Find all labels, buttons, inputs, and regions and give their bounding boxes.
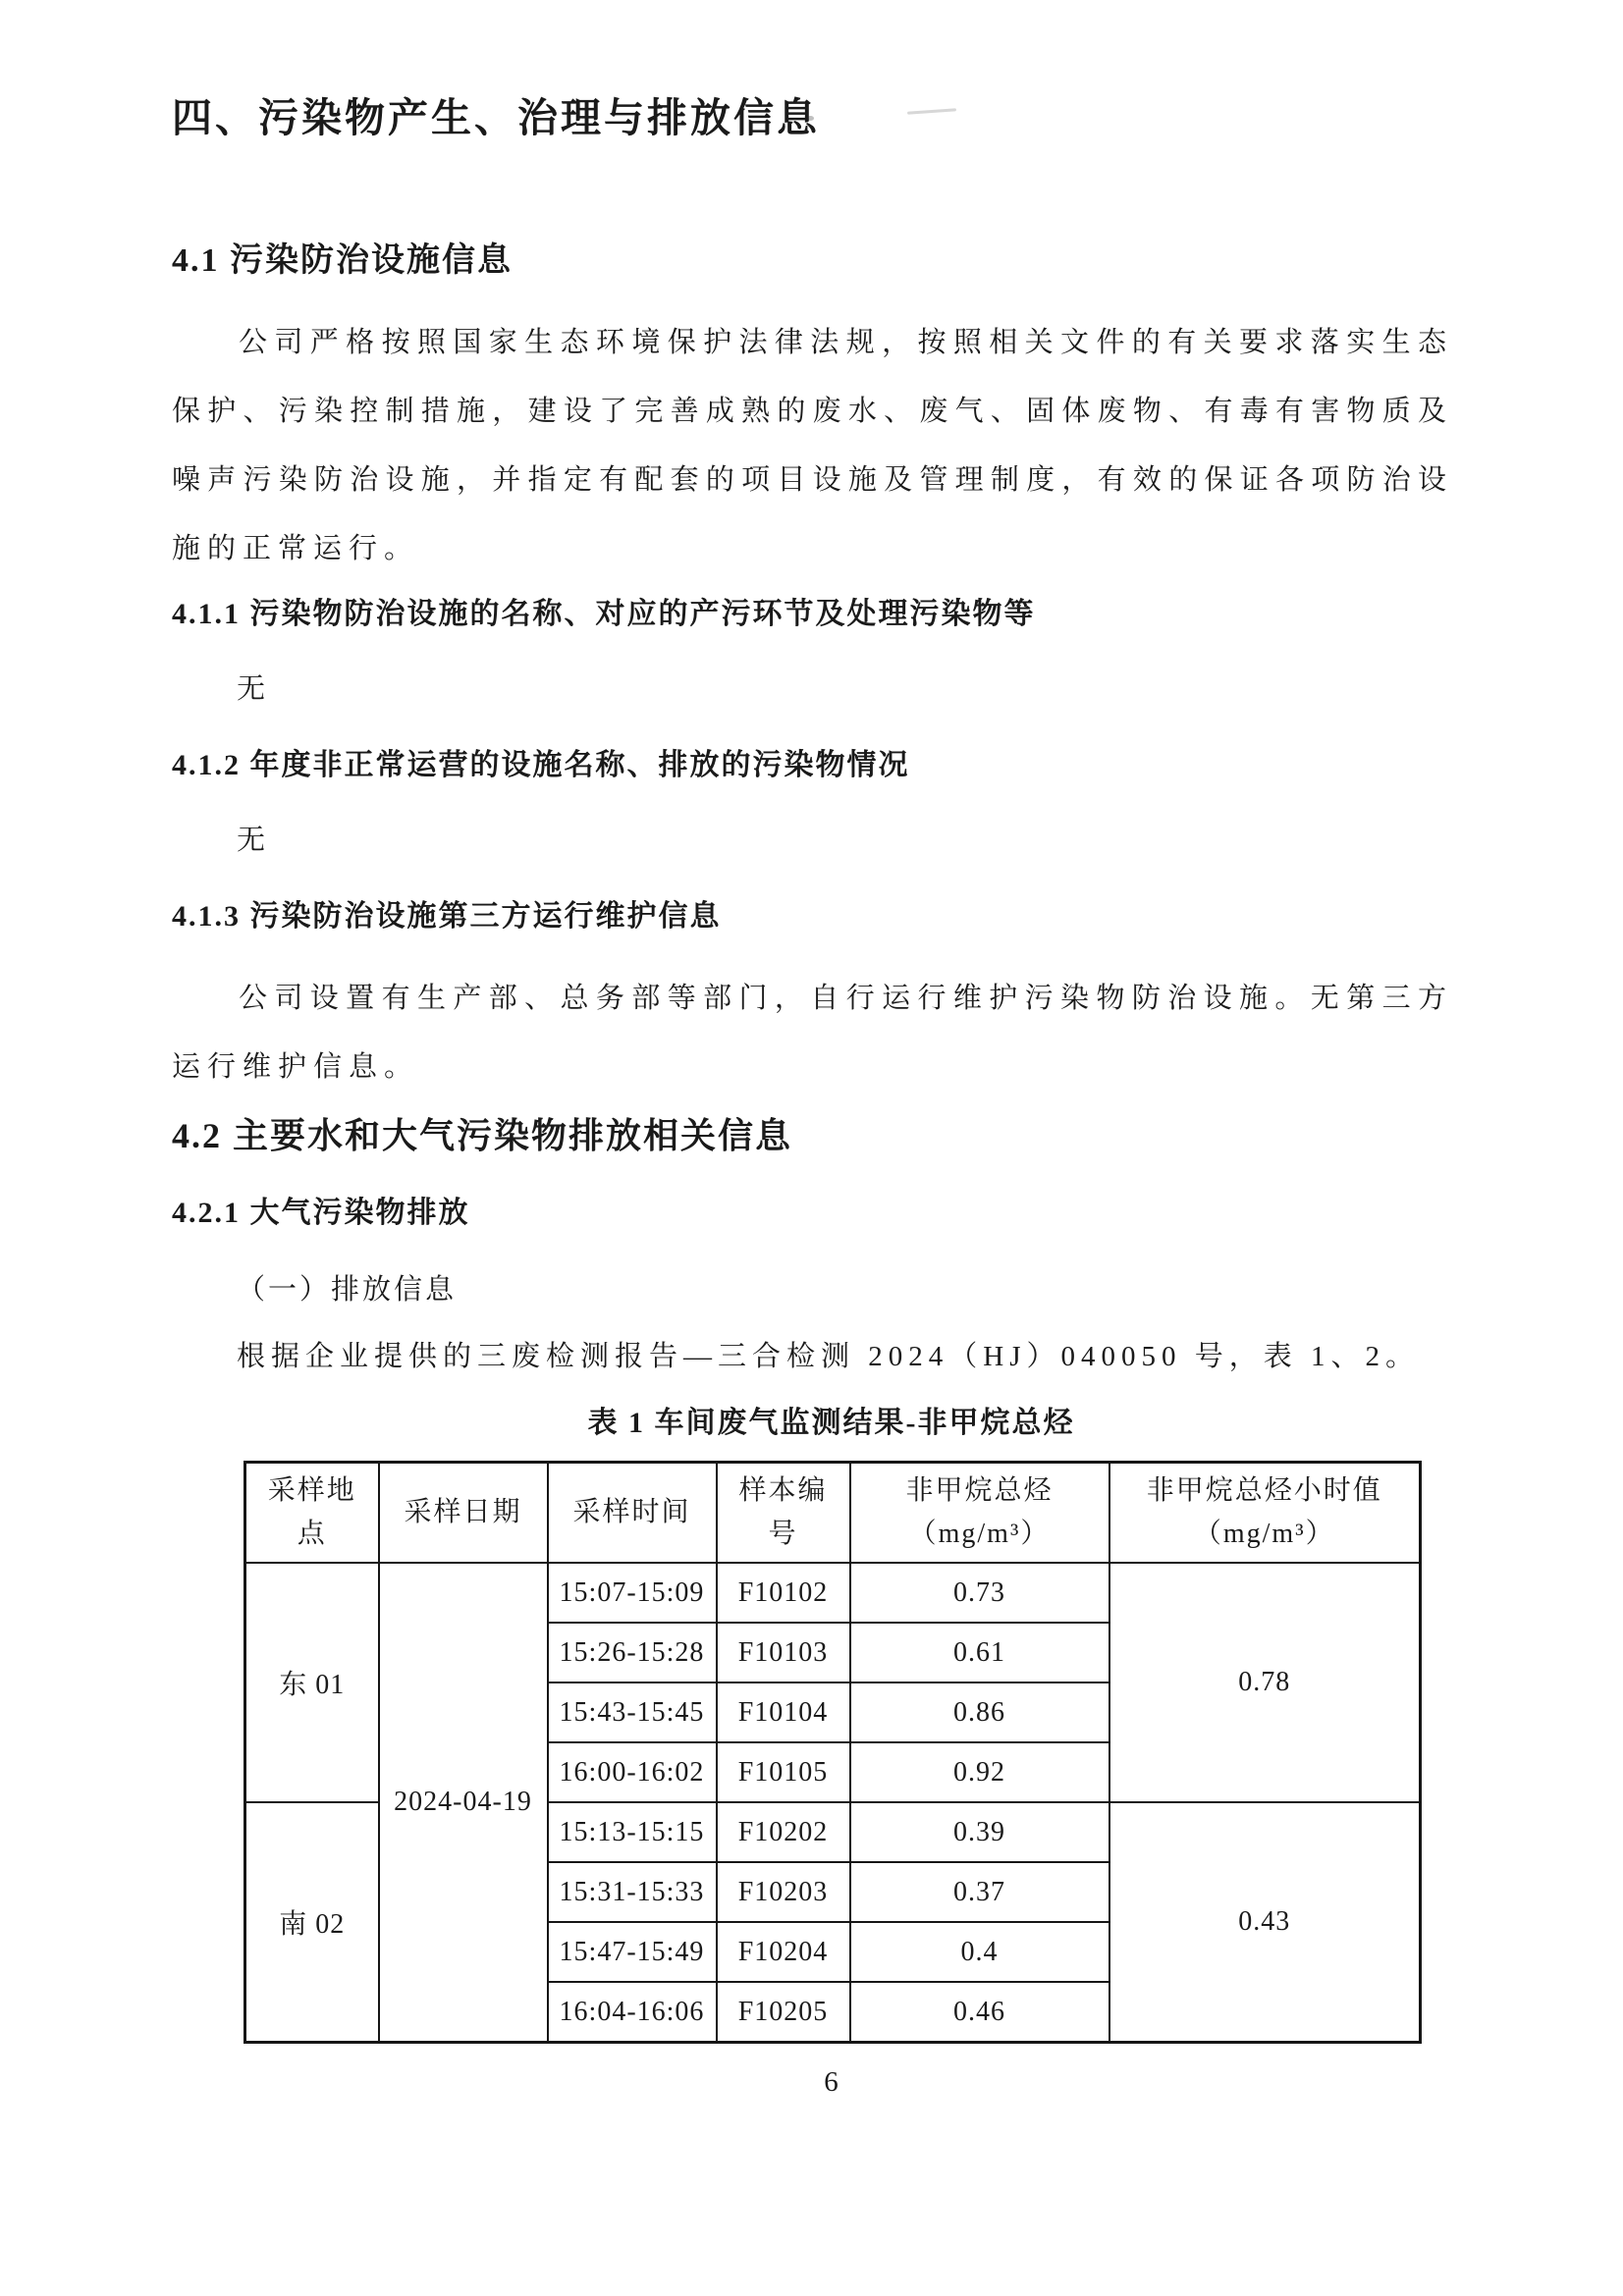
hour-value-cell-east01: 0.78 (1109, 1563, 1421, 1802)
paragraph-4-1: 公司严格按照国家生态环境保护法律法规，按照相关文件的有关要求落实生态保护、污染控制措施，建设了完善成熟的废水、废气、固体废物、有毒有害物质及噪声污染防治设施，并指定有配套的项目设施及管理制度，有效的保证各项防治设施的正常运行。 (172, 327, 1453, 565)
header-sample-id: 样本编 号 (717, 1463, 850, 1564)
header-sampling-location: 采样地 点 (245, 1463, 379, 1564)
time-cell: 15:47-15:49 (548, 1922, 717, 1982)
time-cell: 15:13-15:15 (548, 1802, 717, 1862)
value-cell: 0.46 (850, 1982, 1109, 2043)
table-row (245, 1563, 1421, 1623)
table-caption: 表 1 车间废气监测结果-非甲烷总烃 (587, 1407, 1075, 1440)
section-title: 四、污染物产生、治理与排放信息 (172, 95, 820, 140)
heading-4-2-1: 4.2.1 大气污染物排放 (172, 1197, 470, 1230)
sample-id-cell: F10105 (717, 1742, 850, 1802)
sample-id-cell: F10104 (717, 1682, 850, 1742)
value-4-1-2: 无 (237, 825, 268, 857)
header-sampling-date: 采样日期 (379, 1463, 548, 1564)
monitoring-results-table (243, 1461, 1422, 2044)
header-sampling-time: 采样时间 (548, 1463, 717, 1564)
page-number: 6 (824, 2066, 839, 2099)
time-cell: 15:31-15:33 (548, 1862, 717, 1922)
sample-id-cell: F10204 (717, 1922, 850, 1982)
header-nmhc-hourly-value: 非甲烷总烃小时值 （mg/m³） (1109, 1463, 1421, 1564)
value-cell: 0.92 (850, 1742, 1109, 1802)
time-cell: 15:26-15:28 (548, 1623, 717, 1682)
time-cell: 15:07-15:09 (548, 1563, 717, 1623)
value-cell: 0.73 (850, 1563, 1109, 1623)
header-nmhc-concentration: 非甲烷总烃 （mg/m³） (850, 1463, 1109, 1564)
hour-value-cell-south02: 0.43 (1109, 1802, 1421, 2043)
location-cell-south02: 南 02 (245, 1802, 379, 2043)
heading-4-1-3: 4.1.3 污染防治设施第三方运行维护信息 (172, 900, 722, 934)
page-content (172, 0, 1453, 2100)
sample-id-cell: F10102 (717, 1563, 850, 1623)
value-cell: 0.39 (850, 1802, 1109, 1862)
value-cell: 0.61 (850, 1623, 1109, 1682)
sample-id-cell: F10203 (717, 1862, 850, 1922)
time-cell: 15:43-15:45 (548, 1682, 717, 1742)
sample-id-cell: F10202 (717, 1802, 850, 1862)
value-cell: 0.37 (850, 1862, 1109, 1922)
value-4-1-1: 无 (237, 673, 268, 706)
value-cell: 0.4 (850, 1922, 1109, 1982)
heading-4-1-2: 4.1.2 年度非正常运营的设施名称、排放的污染物情况 (172, 749, 910, 782)
heading-4-2: 4.2 主要水和大气污染物排放相关信息 (172, 1116, 793, 1156)
time-cell: 16:04-16:06 (548, 1982, 717, 2043)
table-header-row (245, 1463, 1421, 1564)
paragraph-4-1-3: 公司设置有生产部、总务部等部门，自行运行维护污染物防治设施。无第三方运行维护信息。 (172, 983, 1453, 1084)
time-cell: 16:00-16:02 (548, 1742, 717, 1802)
sample-id-cell: F10103 (717, 1623, 850, 1682)
report-source-line: 根据企业提供的三废检测报告—三合检测 2024（HJ）040050 号，表 1、2。 (237, 1341, 1420, 1373)
sample-id-cell: F10205 (717, 1982, 850, 2043)
subheading-emission-info: （一）排放信息 (237, 1274, 458, 1307)
heading-4-1: 4.1 污染防治设施信息 (172, 242, 513, 280)
value-cell: 0.86 (850, 1682, 1109, 1742)
heading-4-1-1: 4.1.1 污染物防治设施的名称、对应的产污环节及处理污染物等 (172, 598, 1036, 631)
date-cell: 2024-04-19 (379, 1563, 548, 2043)
location-cell-east01: 东 01 (245, 1563, 379, 1802)
